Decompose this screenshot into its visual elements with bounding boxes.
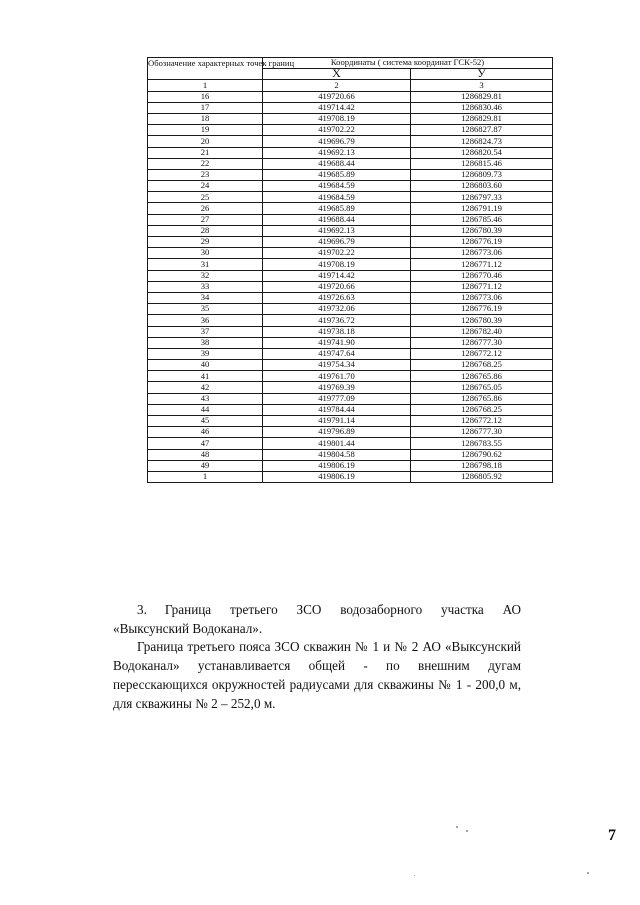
point-number-cell: 41 [148, 371, 263, 382]
y-coordinate-cell: 1286780.39 [411, 315, 553, 326]
x-coordinate-cell: 419685.89 [263, 169, 411, 180]
section-body [113, 637, 521, 713]
x-coordinate-cell: 419692.13 [263, 225, 411, 236]
point-number-cell: 26 [148, 203, 263, 214]
y-coordinate-cell: 1286765.86 [411, 371, 553, 382]
x-coordinate-cell: 419741.90 [263, 337, 411, 348]
scan-speck [456, 826, 458, 828]
y-coordinate-cell: 1286765.86 [411, 393, 553, 404]
y-coordinate-cell: 1286805.92 [411, 471, 553, 482]
point-number-cell: 31 [148, 259, 263, 270]
table-row [148, 382, 553, 393]
point-number-cell: 43 [148, 393, 263, 404]
x-coordinate-cell: 419688.44 [263, 158, 411, 169]
table-row [148, 203, 553, 214]
table-row [148, 449, 553, 460]
section-heading-text: Граница третьего ЗСО водозаборного участка АО «Выксунский Водоканал». [113, 602, 521, 636]
y-coordinate-cell: 1286790.62 [411, 449, 553, 460]
y-coordinate-cell: 1286782.40 [411, 326, 553, 337]
y-coordinate-cell: 1286773.06 [411, 248, 553, 259]
y-coordinate-cell: 1286803.60 [411, 181, 553, 192]
y-coordinate-cell: 1286829.81 [411, 113, 553, 124]
y-coordinate-cell: 1286820.54 [411, 147, 553, 158]
x-coordinate-cell: 419708.19 [263, 113, 411, 124]
point-number-cell: 25 [148, 192, 263, 203]
x-header: X [263, 69, 411, 80]
y-coordinate-cell: 1286772.12 [411, 348, 553, 359]
x-coordinate-cell: 419769.39 [263, 382, 411, 393]
y-coordinate-cell: 1286773.06 [411, 292, 553, 303]
numbering-cell: 2 [263, 80, 411, 91]
x-coordinate-cell: 419696.79 [263, 237, 411, 248]
x-coordinate-cell: 419688.44 [263, 214, 411, 225]
numbering-cell: 3 [411, 80, 553, 91]
x-coordinate-cell: 419801.44 [263, 438, 411, 449]
coordinates-header: Координаты ( система координат ГСК-52) [263, 58, 553, 69]
x-coordinate-cell: 419804.58 [263, 449, 411, 460]
table-row [148, 181, 553, 192]
table-row [148, 393, 553, 404]
point-number-cell: 39 [148, 348, 263, 359]
point-number-cell: 46 [148, 427, 263, 438]
x-coordinate-cell: 419702.22 [263, 248, 411, 259]
x-coordinate-cell: 419732.06 [263, 304, 411, 315]
y-coordinate-cell: 1286765.05 [411, 382, 553, 393]
x-coordinate-cell: 419684.59 [263, 181, 411, 192]
y-coordinate-cell: 1286797.33 [411, 192, 553, 203]
table-row [148, 281, 553, 292]
point-number-cell: 45 [148, 416, 263, 427]
numbering-cell: 1 [148, 80, 263, 91]
table-row [148, 237, 553, 248]
point-number-cell: 23 [148, 169, 263, 180]
point-number-cell: 48 [148, 449, 263, 460]
table-row [148, 136, 553, 147]
table-body [148, 91, 553, 483]
point-number-cell: 21 [148, 147, 263, 158]
point-number-cell: 35 [148, 304, 263, 315]
table-row [148, 225, 553, 236]
x-coordinate-cell: 419806.19 [263, 460, 411, 471]
numbering-row [148, 80, 553, 91]
x-coordinate-cell: 419714.42 [263, 270, 411, 281]
y-coordinate-cell: 1286770.46 [411, 270, 553, 281]
table-row [148, 91, 553, 102]
section-heading [113, 600, 521, 638]
y-coordinate-cell: 1286824.73 [411, 136, 553, 147]
y-coordinate-cell: 1286783.55 [411, 438, 553, 449]
point-number-cell: 17 [148, 102, 263, 113]
x-coordinate-cell: 419791.14 [263, 416, 411, 427]
x-coordinate-cell: 419708.19 [263, 259, 411, 270]
y-coordinate-cell: 1286776.19 [411, 237, 553, 248]
table-row [148, 292, 553, 303]
y-coordinate-cell: 1286785.46 [411, 214, 553, 225]
section-number: 3. [137, 602, 147, 617]
y-coordinate-cell: 1286776.19 [411, 304, 553, 315]
table-row [148, 113, 553, 124]
y-coordinate-cell: 1286809.73 [411, 169, 553, 180]
point-number-cell: 38 [148, 337, 263, 348]
point-number-cell: 28 [148, 225, 263, 236]
point-number-cell: 42 [148, 382, 263, 393]
table-header [148, 58, 553, 92]
x-coordinate-cell: 419720.66 [263, 91, 411, 102]
scan-speck [414, 875, 415, 876]
table-row [148, 102, 553, 113]
point-number-cell: 37 [148, 326, 263, 337]
table-row [148, 192, 553, 203]
y-coordinate-cell: 1286829.81 [411, 91, 553, 102]
point-number-cell: 40 [148, 360, 263, 371]
table-row [148, 304, 553, 315]
x-coordinate-cell: 419685.89 [263, 203, 411, 214]
table-row [148, 348, 553, 359]
y-header: У [411, 69, 553, 80]
table-row [148, 125, 553, 136]
table-row [148, 326, 553, 337]
point-number-cell: 33 [148, 281, 263, 292]
x-coordinate-cell: 419692.13 [263, 147, 411, 158]
x-coordinate-cell: 419726.63 [263, 292, 411, 303]
x-coordinate-cell: 419784.44 [263, 404, 411, 415]
section-body-text: Граница третьего пояса ЗСО скважин № 1 и № 2 АО «Выксунский Водоканал» устанавливается общей - по внешним дугам пересскающихся окружностей радиусами для скважины № 1 - 200,0 м, для скважины № 2 – 252,0 м. [113, 639, 521, 711]
x-coordinate-cell: 419696.79 [263, 136, 411, 147]
scan-speck [466, 830, 468, 832]
x-coordinate-cell: 419754.34 [263, 360, 411, 371]
table-row [148, 270, 553, 281]
x-coordinate-cell: 419736.72 [263, 315, 411, 326]
y-coordinate-cell: 1286798.18 [411, 460, 553, 471]
table-row [148, 427, 553, 438]
y-coordinate-cell: 1286827.87 [411, 125, 553, 136]
table-row [148, 460, 553, 471]
point-number-cell: 44 [148, 404, 263, 415]
point-number-cell: 22 [148, 158, 263, 169]
x-coordinate-cell: 419777.09 [263, 393, 411, 404]
scan-speck [587, 872, 589, 874]
y-coordinate-cell: 1286768.25 [411, 360, 553, 371]
table-row [148, 360, 553, 371]
y-coordinate-cell: 1286780.39 [411, 225, 553, 236]
point-number-cell: 20 [148, 136, 263, 147]
table-row [148, 416, 553, 427]
table-row [148, 438, 553, 449]
x-coordinate-cell: 419761.70 [263, 371, 411, 382]
point-number-cell: 27 [148, 214, 263, 225]
x-coordinate-cell: 419796.89 [263, 427, 411, 438]
x-coordinate-cell: 419684.59 [263, 192, 411, 203]
y-coordinate-cell: 1286815.46 [411, 158, 553, 169]
x-coordinate-cell: 419702.22 [263, 125, 411, 136]
table-row [148, 337, 553, 348]
y-coordinate-cell: 1286771.12 [411, 259, 553, 270]
y-coordinate-cell: 1286830.46 [411, 102, 553, 113]
table-row [148, 214, 553, 225]
point-number-cell: 30 [148, 248, 263, 259]
x-coordinate-cell: 419714.42 [263, 102, 411, 113]
point-number-cell: 32 [148, 270, 263, 281]
table-row [148, 404, 553, 415]
y-coordinate-cell: 1286768.25 [411, 404, 553, 415]
x-coordinate-cell: 419806.19 [263, 471, 411, 482]
x-coordinate-cell: 419747.64 [263, 348, 411, 359]
page-number: 7 [608, 827, 616, 844]
table-row [148, 248, 553, 259]
point-number-cell: 47 [148, 438, 263, 449]
table-row [148, 471, 553, 482]
point-number-cell: 18 [148, 113, 263, 124]
y-coordinate-cell: 1286771.12 [411, 281, 553, 292]
point-number-cell: 19 [148, 125, 263, 136]
point-number-cell: 29 [148, 237, 263, 248]
coordinates-table [147, 57, 553, 483]
table-row [148, 371, 553, 382]
table-row [148, 259, 553, 270]
point-number-cell: 16 [148, 91, 263, 102]
y-coordinate-cell: 1286777.30 [411, 427, 553, 438]
point-number-cell: 1 [148, 471, 263, 482]
point-number-cell: 34 [148, 292, 263, 303]
x-coordinate-cell: 419720.66 [263, 281, 411, 292]
point-number-cell: 36 [148, 315, 263, 326]
y-coordinate-cell: 1286777.30 [411, 337, 553, 348]
table-row [148, 315, 553, 326]
point-label-header: Обозначение характерных точек границ [148, 58, 263, 80]
table-row [148, 158, 553, 169]
table-row [148, 169, 553, 180]
y-coordinate-cell: 1286772.12 [411, 416, 553, 427]
point-number-cell: 24 [148, 181, 263, 192]
point-number-cell: 49 [148, 460, 263, 471]
x-coordinate-cell: 419738.18 [263, 326, 411, 337]
table-row [148, 147, 553, 158]
y-coordinate-cell: 1286791.19 [411, 203, 553, 214]
